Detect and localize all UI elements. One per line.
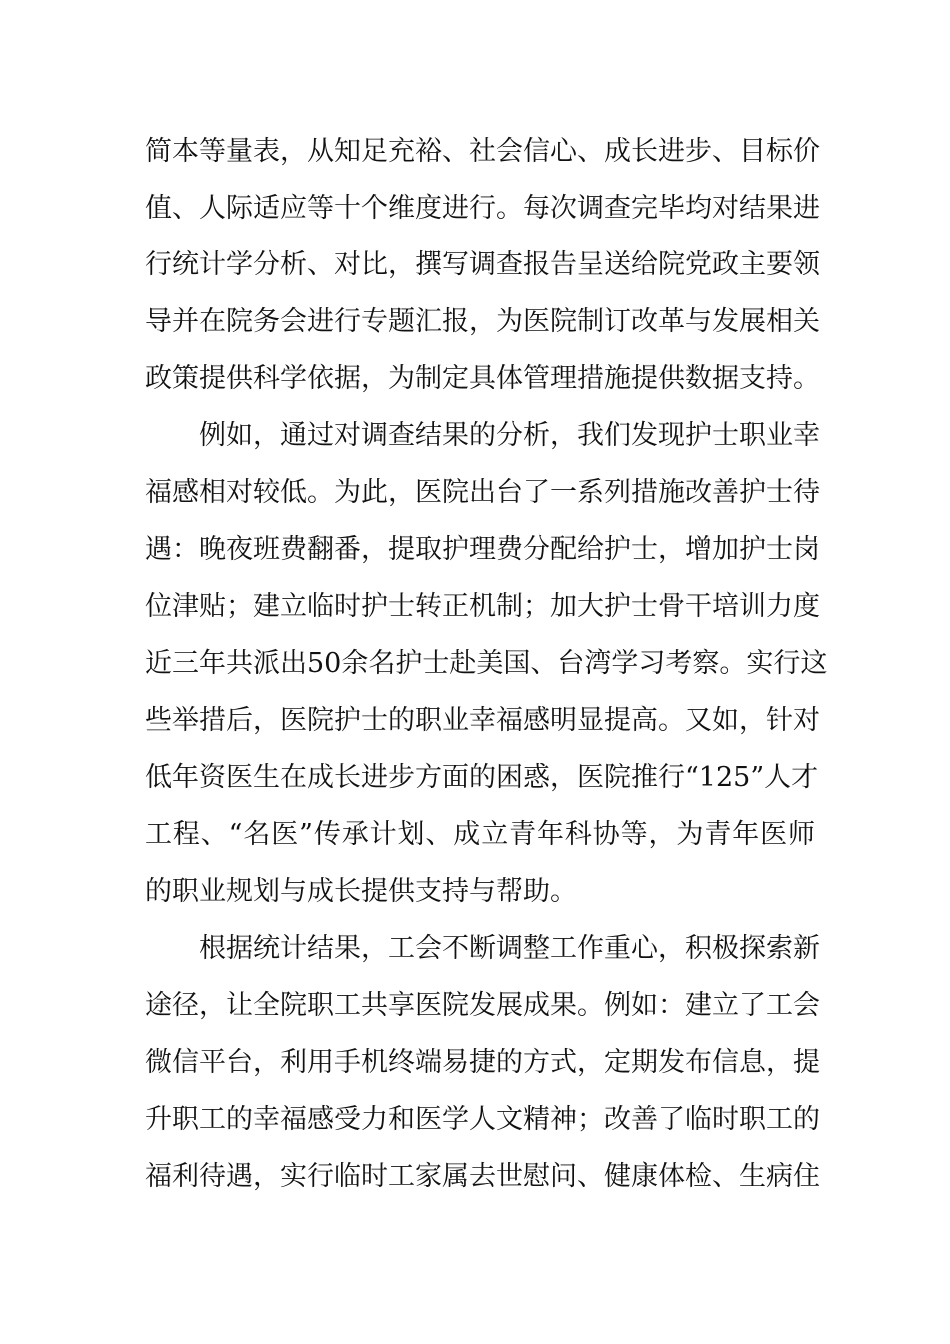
text-line: 近三年共派出50余名护士赴美国、台湾学习考察。实行这 bbox=[145, 648, 828, 679]
text-line: 途径，让全院职工共享医院发展成果。例如：建立了工会 bbox=[145, 990, 820, 1021]
text-line: 位津贴；建立临时护士转正机制；加大护士骨干培训力度 bbox=[145, 591, 820, 622]
text-line: 微信平台，利用手机终端易捷的方式，定期发布信息，提 bbox=[145, 1047, 820, 1078]
text-line: 升职工的幸福感受力和医学人文精神；改善了临时职工的 bbox=[145, 1104, 820, 1135]
text-line: 些举措后，医院护士的职业幸福感明显提高。又如，针对 bbox=[145, 705, 820, 736]
text-line: 行统计学分析、对比，撰写调查报告呈送给院党政主要领 bbox=[145, 249, 820, 280]
text-line: 政策提供科学依据，为制定具体管理措施提供数据支持。 bbox=[145, 363, 820, 394]
text-line: 值、人际适应等十个维度进行。每次调查完毕均对结果进 bbox=[145, 193, 820, 224]
text-line: 工程、“名医”传承计划、成立青年科协等，为青年医师 bbox=[145, 819, 815, 850]
text-line: 简本等量表，从知足充裕、社会信心、成长进步、目标价 bbox=[145, 136, 820, 167]
text-line: 福感相对较低。为此，医院出台了一系列措施改善护士待 bbox=[145, 477, 820, 508]
paragraph-first-line: 例如，通过对调查结果的分析，我们发现护士职业幸 bbox=[199, 420, 820, 451]
text-line: 福利待遇，实行临时工家属去世慰问、健康体检、生病住 bbox=[145, 1161, 820, 1192]
text-line: 遇：晚夜班费翻番，提取护理费分配给护士，增加护士岗 bbox=[145, 534, 820, 565]
text-line: 导并在院务会进行专题汇报，为医院制订改革与发展相关 bbox=[145, 306, 820, 337]
paragraph-first-line: 根据统计结果，工会不断调整工作重心，积极探索新 bbox=[199, 933, 820, 964]
text-line: 低年资医生在成长进步方面的困惑，医院推行“125”人才 bbox=[145, 762, 819, 793]
text-line: 的职业规划与成长提供支持与帮助。 bbox=[145, 876, 577, 907]
